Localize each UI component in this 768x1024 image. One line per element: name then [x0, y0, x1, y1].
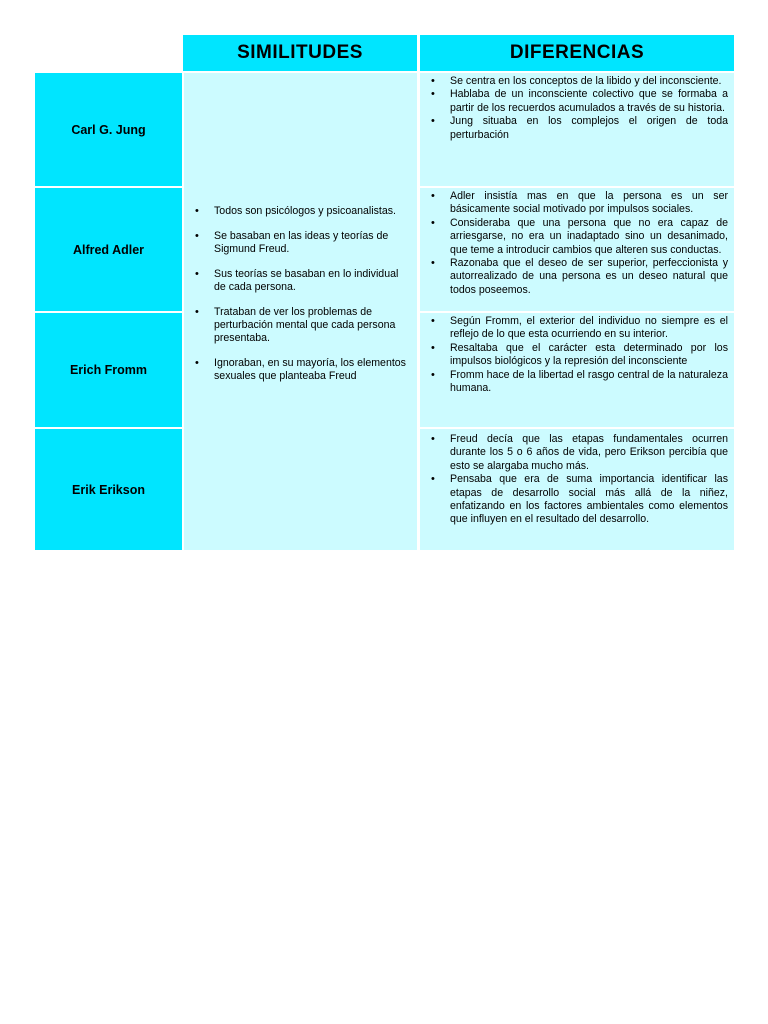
diferencias-list	[420, 188, 734, 297]
list-item: • Según Fromm, el exterior del individuo no siempre es el reflejo de lo que esta ocurriendo en su interior.	[420, 315, 734, 342]
diferencias-fromm	[420, 313, 734, 427]
list-item: • Resaltaba que el carácter esta determinado por los impulsos biológicos y la represión del inconsciente	[420, 342, 734, 369]
list-item: • Jung situaba en los complejos el origen de toda perturbación	[420, 115, 734, 142]
diferencias-list	[420, 313, 734, 395]
row-name-adler	[35, 188, 182, 311]
row-name-fromm	[35, 313, 182, 427]
list-item: • Todos son psicólogos y psicoanalistas.	[184, 205, 417, 218]
row-name-erikson	[35, 429, 182, 550]
diferencias-list	[420, 431, 734, 527]
list-item: • Trataban de ver los problemas de perturbación mental que cada persona presentaba.	[184, 306, 417, 345]
name-label: Alfred Adler	[72, 242, 145, 257]
row-name-jung	[35, 73, 182, 186]
list-item: • Fromm hace de la libertad el rasgo central de la naturaleza humana.	[420, 369, 734, 396]
list-item: • Pensaba que era de suma importancia identificar las etapas de desarrollo social más allá de la niñez, enfatizando en los factores ambientales como elementos que influyen en el resultado del desarrollo.	[420, 473, 734, 527]
diferencias-jung	[420, 73, 734, 186]
list-item: • Se basaban en las ideas y teorías de Sigmund Freud.	[184, 230, 417, 256]
header-diferencias-label: DIFERENCIAS	[509, 42, 645, 63]
name-label: Carl G. Jung	[71, 122, 146, 137]
name-label: Erik Erikson	[72, 482, 145, 497]
diferencias-erikson	[420, 429, 734, 550]
list-item: • Hablaba de un inconsciente colectivo que se formaba a partir de los recuerdos acumulados a través de su historia.	[420, 88, 734, 115]
list-item: • Razonaba que el deseo de ser superior, perfeccionista y autorrealizado de una persona es un deseo natural que todos poseemos.	[420, 257, 734, 297]
list-item: • Se centra en los conceptos de la libido y del inconsciente.	[420, 75, 734, 88]
name-label: Erich Fromm	[69, 363, 148, 377]
list-item: • Ignoraban, en su mayoría, los elementos sexuales que planteaba Freud	[184, 357, 417, 383]
list-item: • Adler insistía mas en que la persona es un ser básicamente social motivado por impulsos sociales.	[420, 190, 734, 217]
list-item: • Sus teorías se basaban en lo individual de cada persona.	[184, 268, 417, 294]
similitudes-cell	[184, 73, 417, 550]
header-similitudes-label: SIMILITUDES	[237, 42, 363, 63]
list-item: • Freud decía que las etapas fundamentales ocurren durante los 5 o 6 años de vida, pero Erikson percibía que esto se alargaba mucho más.	[420, 433, 734, 473]
header-diferencias	[420, 35, 734, 71]
diferencias-list	[420, 73, 734, 142]
similitudes-list	[184, 205, 417, 383]
header-similitudes	[183, 35, 417, 71]
list-item: • Consideraba que una persona que no era capaz de arriesgarse, no era un inadaptado sino un desanimado, que teme a introducir cambios que alteren sus conductas.	[420, 217, 734, 257]
diferencias-adler	[420, 188, 734, 311]
